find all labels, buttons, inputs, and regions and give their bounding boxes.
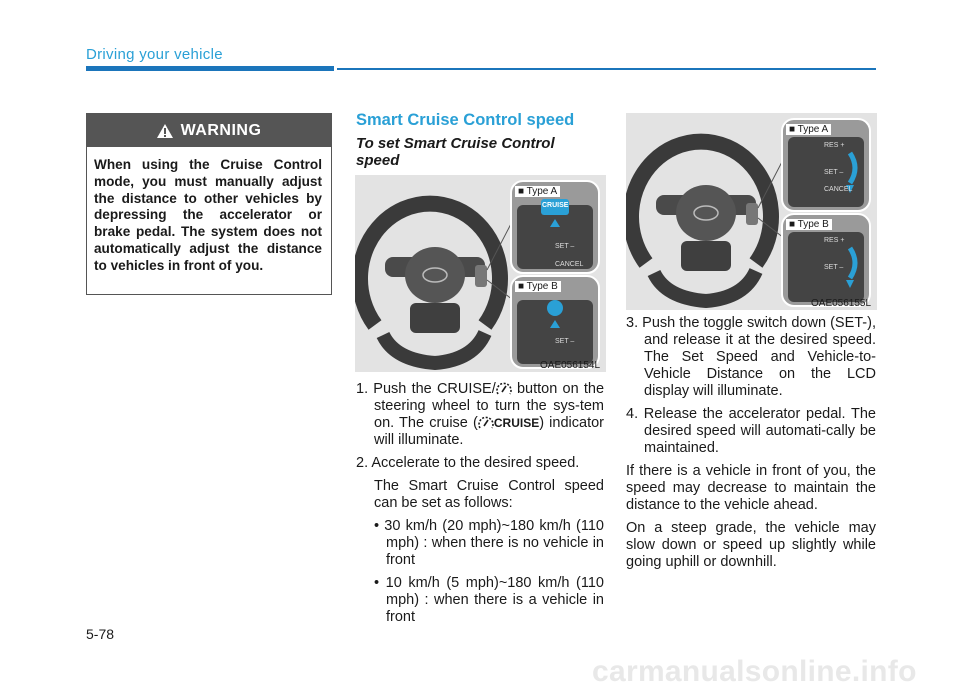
right-column — [626, 315, 876, 577]
cruise-indicator-label: CRUISE — [493, 416, 540, 430]
step-1 — [356, 381, 604, 449]
bullet-2: • 10 km/h (5 mph)~180 km/h (110 mph) : when there is a vehicle in front — [374, 575, 604, 625]
section-title: Smart Cruise Control speed — [356, 111, 575, 129]
paragraph-steep-grade: On a steep grade, the vehicle may slow down or speed up slightly while going uphill or downhill. — [626, 520, 876, 570]
watermark: carmanualsonline.info — [592, 655, 917, 688]
header-rule-thick — [86, 66, 334, 71]
fig1-code: OAE056154L — [540, 360, 601, 371]
steering-wheel-figure-1 — [355, 175, 606, 372]
fig2-type-b-label: ■ Type B — [786, 219, 832, 230]
step-1-text-a: 1. Push the CRUISE/ — [356, 381, 496, 397]
fig1-type-a-label: ■ Type A — [515, 186, 560, 197]
step-4: 4. Release the accelerator pedal. The desired speed will automati-cally be maintained. — [626, 406, 876, 456]
header-rule-thin — [337, 68, 876, 70]
warning-text: When using the Cruise Control mode, you must manually adjust the distance to other vehicles by depressing the accelerator or brake pedal. The system does not automatically adjust the distance to vehicles in front of you. — [94, 157, 322, 273]
step-2-sub: The Smart Cruise Control speed can be set as follows: — [374, 478, 604, 511]
warning-box — [86, 113, 332, 295]
warning-triangle-icon — [157, 124, 173, 138]
fig2-res-label: RES + — [824, 142, 845, 149]
bullet-1: • 30 km/h (20 mph)~180 km/h (110 mph) : when there is no vehicle in front — [374, 518, 604, 568]
fig1-set-label-b: SET – — [555, 338, 575, 345]
step-1-text-b: button on the steering wheel to turn the sys-tem on. The cruise ( — [374, 381, 605, 431]
step-1-text-c: ) indicator will illuminate. — [374, 415, 604, 448]
fig2-type-a-label: ■ Type A — [786, 124, 831, 135]
fig2-code: OAE056155L — [811, 298, 872, 309]
step-3: 3. Push the toggle switch down (SET-), and release it at the desired speed. The Set Speed and Vehicle-to-Vehicle Distance on the LCD display will illuminate. — [626, 315, 876, 399]
cruise-indicator-icon — [478, 416, 494, 430]
section-header: Driving your vehicle — [86, 46, 223, 63]
cruise-steering-icon — [496, 382, 512, 396]
page-number: 5-78 — [86, 626, 115, 642]
fig2-set-label: SET – — [824, 169, 844, 176]
fig2-res-label-b: RES + — [824, 237, 845, 244]
warning-title: WARNING — [180, 121, 262, 139]
paragraph-vehicle-ahead: If there is a vehicle in front of you, the speed may decrease to maintain the distance to the vehicle ahead. — [626, 463, 876, 513]
subsection-title: To set Smart Cruise Control speed — [356, 135, 555, 169]
fig2-cancel-label: CANCEL — [824, 186, 853, 193]
fig1-cruise-label: CRUISE — [542, 202, 569, 209]
middle-column — [356, 381, 604, 632]
fig2-set-label-b: SET – — [824, 264, 844, 271]
step-2: 2. Accelerate to the desired speed. — [356, 455, 580, 471]
fig1-type-b-label: ■ Type B — [515, 281, 561, 292]
warning-header — [87, 114, 331, 147]
steering-wheel-figure-2 — [626, 113, 877, 310]
fig1-cancel-label: CANCEL — [555, 261, 584, 268]
fig1-set-label: SET – — [555, 243, 575, 250]
